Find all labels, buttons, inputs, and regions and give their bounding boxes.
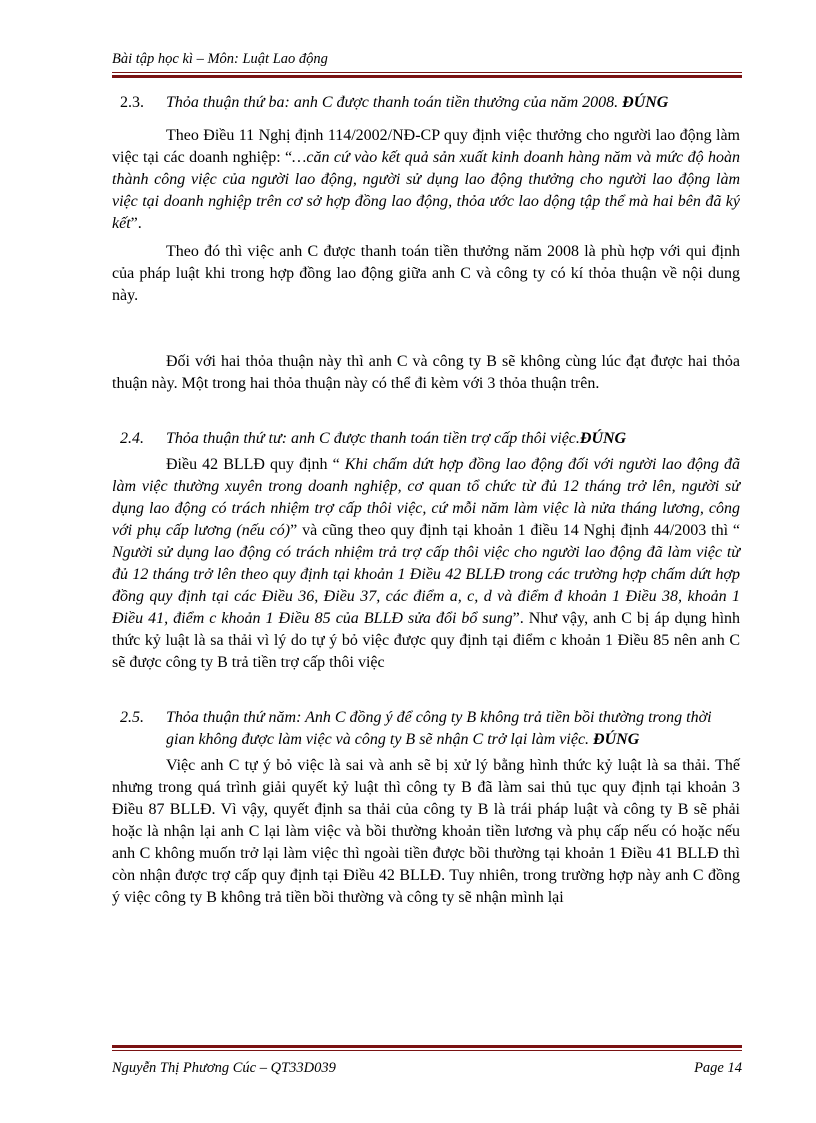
- footer-rule-thick: [112, 1045, 742, 1048]
- paragraph: Theo Điều 11 Nghị định 114/2002/NĐ-CP quy định việc thưởng cho người lao động làm việc tại các doanh nghiệp: “…căn cứ vào kết quả sản xuất kinh doanh hàng năm và mức độ hoàn thành công việc của người lao động, người sử dụng lao động thưởng cho người lao động làm việc tại doanh nghiệp trên cơ sở hợp đồng lao động, thỏa ước lao dộng tập thể mà hai bên đã ký kết”.: [112, 127, 741, 232]
- verdict-label: ĐÚNG: [579, 430, 627, 447]
- header-title: Bài tập học kì – Môn: Luật Lao động: [112, 51, 328, 67]
- footer-row: [112, 1059, 742, 1077]
- quote: …căn cứ vào kết quả sản xuất kinh doanh hàng năm và mức độ hoàn thành công việc của người lao động, người sử dụng lao động thưởng cho người lao động làm việc tại doanh nghiệp trên cơ sở hợp đồng lao động, thỏa ước lao dộng tập thể mà hai bên đã ký kết: [112, 149, 741, 232]
- footer-author: Nguyễn Thị Phương Cúc – QT33D039: [112, 1060, 336, 1076]
- page-number: Page 14: [694, 1060, 742, 1076]
- page-footer: [112, 1045, 742, 1077]
- section-number: 2.4.: [120, 430, 144, 447]
- paragraph: Đối với hai thỏa thuận này thì anh C và công ty B sẽ không cùng lúc đạt được hai thỏa thuận này. Một trong hai thỏa thuận này có thể đi kèm với 3 thỏa thuận trên.: [112, 353, 740, 392]
- paragraph: Điều 42 BLLĐ quy định “ Khi chấm dứt hợp đồng lao động đối với người lao động đã làm việc thường xuyên trong doanh nghiệp, cơ quan tổ chức từ đủ 12 tháng trở lên, người sử dụng lao động có trách nhiệm trợ cấp thôi việc, cứ mỗi năm làm việc là nửa tháng lương, công với phụ cấp lương (nếu có)” và cũng theo quy định tại khoản 1 điều 14 Nghị định 44/2003 thì “ Người sử dụng lao động có trách nhiệm trả trợ cấp thôi việc cho người lao động đã làm việc từ đủ 12 tháng trở lên theo quy định tại khoản 1 Điều 42 BLLĐ trong các trường hợp chấm dứt hợp đồng quy định tại các Điều 36, Điều 37, các điểm a, c, d và điểm đ khoản 1 Điều 38, khoản 1 Điều 41, điểm c khoản 1 Điều 85 của BLLĐ sửa đổi bổ sung”. Như vậy, anh C bị áp dụng hình thức kỷ luật là sa thải vì lý do tự ý bỏ việc được quy định tại điểm c khoản 1 Điều 85 nên anh C sẽ được công ty B trả tiền trợ cấp thôi việc: [112, 456, 741, 671]
- section-2-5-heading: [112, 707, 740, 751]
- section-title: Thỏa thuận thứ năm: Anh C đồng ý để công ty B không trả tiền bồi thường trong thời gian không được làm việc và công ty B sẽ nhận C trở lại làm việc.: [166, 709, 712, 748]
- verdict-label: ĐÚNG: [593, 731, 640, 748]
- section-title: Thỏa thuận thứ ba: anh C được thanh toán tiền thưởng của năm 2008.: [166, 94, 619, 111]
- section-number: 2.3.: [120, 94, 144, 111]
- section-2-4-heading: [112, 428, 740, 450]
- section-title: Thỏa thuận thứ tư: anh C được thanh toán tiền trợ cấp thôi việc.: [166, 430, 580, 447]
- quote: Người sử dụng lao động có trách nhiệm trả trợ cấp thôi việc cho người lao động đã làm việc từ đủ 12 tháng trở lên theo quy định tại khoản 1 Điều 42 BLLĐ trong các trường hợp chấm dứt hợp đồng quy định tại các Điều 36, Điều 37, các điểm a, c, d và điểm đ khoản 1 Điều 38, khoản 1 Điều 41, điểm c khoản 1 Điều 85 của BLLĐ sửa đổi bổ sung: [112, 544, 740, 627]
- paragraph: Việc anh C tự ý bỏ việc là sai và anh sẽ bị xử lý bằng hình thức kỷ luật là sa thải. Thế nhưng trong quá trình giải quyết kỷ luật thì công ty B đã làm sai thủ tục quy định tại khoản 3 Điều 87 BLLĐ. Vì vậy, quyết định sa thải của công ty B là trái pháp luật và công ty B sẽ phải hoặc là nhận lại anh C lại làm việc và bồi thường khoản tiền lương và phụ cấp nếu có hoặc nếu anh C không muốn trở lại làm việc thì ngoài tiền được bồi thường tại khoản 1 Điều 41 BLLĐ thì còn nhận được trợ cấp quy định tại Điều 42 BLLĐ. Tuy nhiên, trong trường hợp này anh C đồng ý việc công ty B không trả tiền bồi thường và công ty sẽ nhận mình lại: [112, 757, 740, 906]
- document-body: [112, 92, 740, 909]
- quote: Khi chấm dứt hợp đồng lao động đối với người lao động đã làm việc thường xuyên trong doanh nghiệp, cơ quan tổ chức từ đủ 12 tháng trở lên, người sử dụng lao động có trách nhiệm trợ cấp thôi việc, cứ mỗi năm làm việc là nửa tháng lương, công với phụ cấp lương (nếu có): [112, 456, 741, 539]
- paragraph: Theo đó thì việc anh C được thanh toán tiền thưởng năm 2008 là phù hợp với qui định của pháp luật khi trong hợp đồng lao động giữa anh C và công ty có kí thỏa thuận về nội dung này.: [112, 243, 740, 304]
- footer-rule-thin: [112, 1050, 742, 1051]
- header-rule-thin: [112, 72, 742, 73]
- verdict-label: ĐÚNG: [622, 94, 669, 111]
- page-header: [112, 50, 742, 78]
- section-2-3-heading: [112, 92, 740, 114]
- section-number: 2.5.: [120, 709, 144, 726]
- header-rule-thick: [112, 75, 742, 78]
